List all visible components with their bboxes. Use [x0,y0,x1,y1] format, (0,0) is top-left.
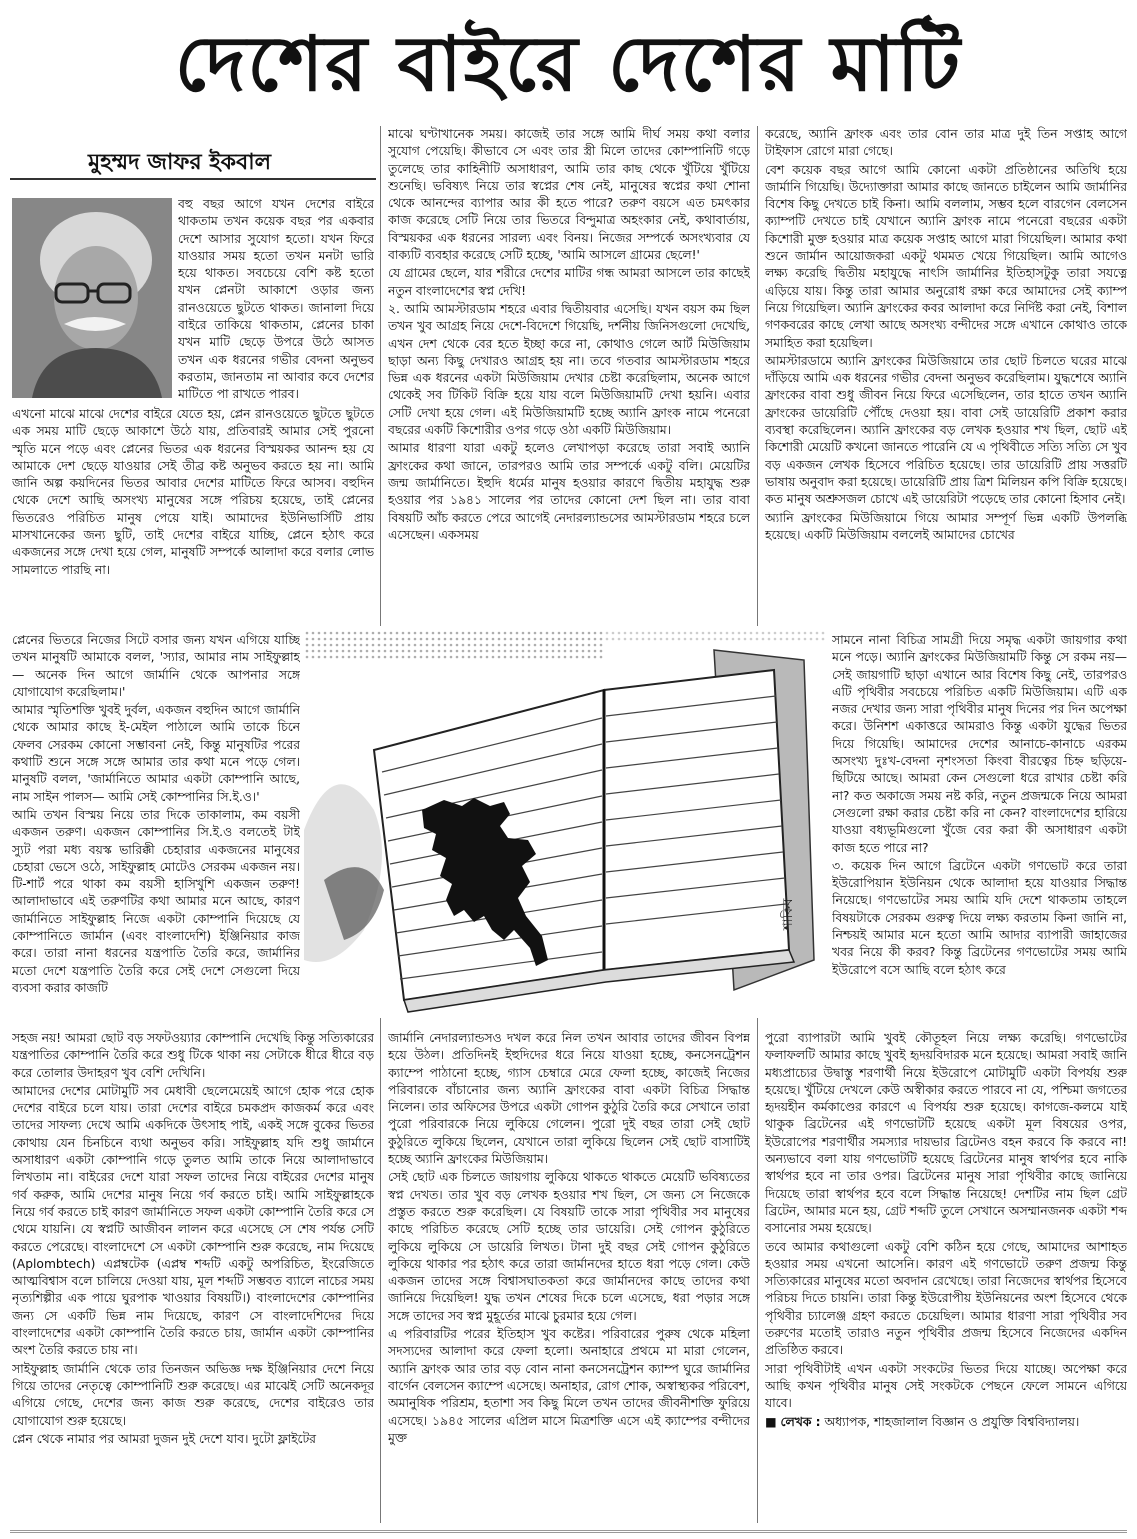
column-2-lower [388,1030,750,1526]
paragraph: প্লেন থেকে নামার পর আমরা দুজন দুই দেশে যাব। দুটো ফ্লাইটের [12,1431,316,1446]
paragraph: বেশ কয়েক বছর আগে আমি কোনো একটা প্রতিষ্ঠানের অতিথি হয়ে জার্মানি গিয়েছি। উদ্যোক্তারা আমার কাছে জানতে চাইলেন আমি জার্মানির বিশেষ কিছু দেখতে চাই কিনা। আমি বললাম, সম্ভব হলে বারগেন বেলসেন ক্যাম্পটি দেখতে চাই যেখানে অ্যানি ফ্রাংক নামে পনেরো বছরের একটা কিশোরী মুক্ত হওয়ার মাত্র কয়েক সপ্তাহ আগে মারা গিয়েছিল। আমার কথা শুনে জার্মান আয়োজকরা একটু থমমত খেয়ে গিয়েছিল। আমি আগেও লক্ষ্য করেছি দ্বিতীয় মহাযুদ্ধে নাৎসি জার্মানির ইতিহাসটুকু তারা সযত্নে এড়িয়ে যায়। কিন্তু তারা আমার অনুরোধ রক্ষা করে আমাদের সেই ক্যাম্প নিয়ে গিয়েছিল। অ্যানি ফ্রাংকের কবর আলাদা করে নির্দিষ্ট করা নেই, বিশাল গণকবরের কাছে লেখা আছে অসংখ্য বন্দীদের সঙ্গে এখানে কোথাও তাকে সমাহিত করা হয়েছিল। [765,162,1127,350]
author-photo [12,198,172,398]
byline: মুহম্মদ জাফর ইকবাল [88,149,272,175]
paragraph: সারা পৃথিবীটাই এখন একটা সংকটের ভিতর দিয়ে যাচ্ছে। অপেক্ষা করে আছি কখন পৃথিবীর মানুষ সেই সংকটকে পেছনে ফেলে সামনে এগিয়ে যাবে। [765,1361,1127,1411]
paragraph: সামনে নানা বিচিত্র সামগ্রী দিয়ে সমৃদ্ধ একটা জায়গার কথা মনে পড়ে। অ্যানি ফ্রাংকের মিউজিয়ামটি কিন্তু সে রকম নয়— সেই জায়গাটি ছাড়া এখানে আর বিশেষ কিছু নেই, তারপরও এটি পৃথিবীর সবচেয়ে পরিচিত একটি মিউজিয়াম। এটি এক নজর দেখার জন্য সারা পৃথিবীর মানুষ দিনের পর দিন অপেক্ষা করে। উনিশশ একাত্তরে আমরাও কিন্তু একটা যুদ্ধের ভিতর দিয়ে গিয়েছি। আমাদের দেশের আনাচে-কানাচে এরকম অসংখ্য দুঃখ-বেদনা নৃশংসতা কিংবা বীরত্বের চিহ্ন ছড়িয়ে-ছিটিয়ে আছে। আমরা কেন সেগুলো ধরে রাখার চেষ্টা করি না? কত অকাজে সময় নষ্ট করি, নতুন প্রজন্মকে নিয়ে আমরা সেগুলো রক্ষা করার চেষ্টা করি না কেন? বাংলাদেশের হারিয়ে যাওয়া বধ্যভূমিগুলো খুঁজে বের করা কী অসাধারণ একটা কাজ হতে পারে না? [832,633,1127,855]
column-divider [757,126,758,626]
paragraph: মাঝে ঘণ্টাখানেক সময়। কাজেই তার সঙ্গে আমি দীর্ঘ সময় কথা বলার সুযোগ পেয়েছি। কীভাবে সে এবং তার স্ত্রী মিলে তাদের কোম্পানিটি গড়ে তুলেছে তার কাহিনীটি অসাধারণ, আমি তার কাছ থেকে খুঁটিয়ে খুঁটিয়ে শুনেছি। ভবিষ্যৎ নিয়ে তার স্বপ্নের শেষ নেই, মানুষের স্বপ্নের কথা শোনা থেকে আনন্দের ব্যাপার আর কী হতে পারে? তরুণ বয়সে এত চমৎকার কাজ করেছে সেটি নিয়ে তার ভিতরে বিন্দুমাত্র অহংকার নেই, কথাবার্তায়, বিস্ময়কর এক ধরনের সারল্য এবং বিনয়। নিজের সম্পর্কে অসংখ্যবার যে বাক্যটি ব্যবহার করেছে সেটি হচ্ছে, 'আমি আসলে গ্রামের ছেলে!' [388,127,750,263]
column-divider [380,1018,381,1523]
author-note-label: লেখক : [780,1414,821,1429]
column-3-lower [765,1030,1127,1526]
paragraph: আমস্টারডামে অ্যানি ফ্রাংকের মিউজিয়ামে তার ছোট চিলতে ঘরের মাঝে দাঁড়িয়ে আমি এক ধরনের গভীর বেদনা অনুভব করেছিলাম। যুদ্ধশেষে অ্যানি ফ্রাংকের বাবা শুধু জীবন নিয়ে ফিরে এসেছিলেন, তার হাতে তখন অ্যানি ফ্রাংকের ডায়েরিটি পৌঁছে দেওয়া হয়। বাবা সেই ডায়েরিটি প্রকাশ করার ব্যবস্থা করেছিলেন। অ্যানি ফ্রাংকের বড় লেখক হওয়ার শখ ছিল, ছোট এই কিশোরী মেয়েটি কখনো জানতে পারেনি যে এ পৃথিবীতে সত্যি সত্যি সে খুব বড় একজন লেখক হিসেবে পরিচিত হয়েছে। তার ডায়েরিটি প্রায় সত্তরটি ভাষায় অনুবাদ করা হয়েছে। ডায়েরিটি প্রায় ত্রিশ মিলিয়ন কপি বিক্রি হয়েছে। কত মানুষ অশ্রুসজল চোখে এই ডায়েরিটা পড়েছে তার কোনো হিসাব নেই। [765,353,1127,507]
author-note [765,1414,1127,1431]
paragraph: তবে আমার কথাগুলো একটু বেশি কঠিন হয়ে গেছে, আমাদের আশাহত হওয়ার সময় এখনো আসেনি। কারণ এই গণভোটে তরুণ প্রজন্ম কিন্তু সত্যিকারের মানুষের মতো অবদান রেখেছে। তারা নিজেদের স্বার্থপর হিসেবে পরিচয় দিতে চায়নি। তারা কিন্তু ইউরোপীয় ইউনিয়নের অংশ হিসেবে থেকে পৃথিবীর চ্যালেঞ্জ গ্রহণ করতে চেয়েছিল। আমার ধারণা সারা পৃথিবীর সব তরুণের মতোই তারাও নতুন পৃথিবীর প্রজন্ম হিসেবে নিজেদের একদিন প্রতিষ্ঠিত করবে। [765,1239,1127,1358]
author-note-marker: ■ [765,1414,777,1429]
paragraph: আমি তখন বিস্ময় নিয়ে তার দিকে তাকালাম, কম বয়সী একজন তরুণ। একজন কোম্পানির সি.ই.ও বলতেই টাই স্যুট পরা মধ্য বয়স্ক ভারিক্কী চেহারার একজনের মানুষের চেহারা ভেসে ওঠে, সাইফুল্লাহ মোটেও সেরকম একজন নয়। টি-শার্ট পরে থাকা কম বয়সী হাসিখুশি একজন তরুণ! আলাদাভাবে এই তরুণটির কথা আমার মনে আছে, কারণ জার্মানিতে সাইফুল্লাহ নিজে একটা কোম্পানি দিয়েছে যে কোম্পানিতে জার্মান (এবং বাংলাদেশি) ইঞ্জিনিয়ার কাজ করে। তারা নানা ধরনের যন্ত্রপাতি তৈরি করে, জার্মানির মতো দেশে যন্ত্রপাতি তৈরি করে সেই দেশে সেগুলো দিয়ে ব্যবসা করার কাজটি [12,807,300,995]
byline-rule [10,178,376,180]
paragraph: যে গ্রামের ছেলে, যার শরীরে দেশের মাটির গন্ধ আমরা আসলে তার কাছেই নতুন বাংলাদেশের স্বপ্ন দেখি! [388,266,750,298]
paragraph: আমার ধারণা যারা একটু হলেও লেখাপড়া করেছে তারা সবাই অ্যানি ফ্রাংকের কথা জানে, তারপরও আমি তার সম্পর্কে একটু বলি। মেয়েটির জন্ম জার্মানিতে। ইহুদি ধর্মের মানুষ হওয়ার কারণে দ্বিতীয় মহাযুদ্ধ শুরু হওয়ার পর ১৯৪১ সালের পর তাদের কোনো দেশ ছিল না। তার বাবা বিষয়টি আঁচ করতে পেরে আগেই নেদারল্যান্ডসের আমস্টারডাম শহরে চলে এসেছেন। একসময় [388,441,750,542]
notebook-illustration [304,630,826,1014]
paragraph: আমাদের দেশের মোটামুটি সব মেধাবী ছেলেমেয়েই আগে হোক পরে হোক দেশের বাইরে চলে যায়। তারা দেশের বাইরে চমকপ্রদ কাজকর্ম করে এবং তাদের সাফল্য দেখে আমি একদিকে উৎসাহ পাই, একই সঙ্গে বুকের ভিতর কোথায় যেন চিনচিনে ব্যথা অনুভব করি। সাইফুল্লাহ যদি শুধু জার্মানে অসাধারণ একটা কোম্পানি গড়ে তুলত আমি তাকে নিয়ে আলাদাভাবে লিখতাম না। বাইরের দেশে যারা সফল তাদের নিয়ে বাইরের দেশের মানুষ গর্ব করুক, আমি দেশের মানুষ নিয়ে গর্ব করতে চাই। আমি সাইফুল্লাহকে নিয়ে গর্ব করতে চাই কারণ জার্মানিতে সফল একটা কোম্পানি তৈরি করে সে থেমে যায়নি। যে স্বপ্নটি আজীবন লালন করে এসেছে সে শেষ পর্যন্ত সেটি করতে পেরেছে। বাংলাদেশে সে একটা কোম্পানি শুরু করেছে, নাম দিয়েছে (Aplombtech) এপ্লম্বটেক (এপ্লম্ব শব্দটি একটু অপরিচিত, ইংরেজিতে আত্মবিশ্বাস বলে চালিয়ে দেওয়া যায়, মূল শব্দটি সম্ভবত ব্যালে নাচের সময় নৃত্যশিল্পীর এক পায়ে ঘুরপাক খাওয়ার বিষয়টি।) বাংলাদেশের কোম্পানির জন্য সে একটি ভিন্ন নাম দিয়েছে, কারণ সে বাংলাদেশিদের দিয়ে বাংলাদেশের একটা কোম্পানি তৈরি করতে চায়, জার্মান একটা কোম্পানির অংশ তৈরি করতে চায় না। [12,1083,374,1358]
paragraph: জার্মানি নেদারল্যান্ডসও দখল করে নিল তখন আবার তাদের জীবন বিপন্ন হয়ে উঠল। প্রতিদিনই ইহুদিদের ধরে নিয়ে যাওয়া হচ্ছে, কনসেনট্রেশন ক্যাম্পে পাঠানো হচ্ছে, গ্যাস চেম্বারে মেরে ফেলা হচ্ছে, কাজেই নিজের পরিবারকে বাঁচানোর জন্য অ্যানি ফ্রাংকের বাবা একটা বিচিত্র সিদ্ধান্ত নিলেন। তার অফিসের উপরে একটা গোপন কুঠুরি তৈরি করে সেখানে তারা পুরো পরিবারকে নিয়ে লুকিয়ে গেলেন। পুরো দুই বছর তারা সেই ছোট কুঠুরিতে লুকিয়ে ছিলেন, যেখানে তারা লুকিয়ে ছিলেন সেই ছোট বাসাটিই হচ্ছে অ্যানি ফ্রাংকের মিউজিয়াম। [388,1031,750,1167]
paragraph: সহজ নয়! আমরা ছোট বড় সফটওয়্যার কোম্পানি দেখেছি কিন্তু সত্যিকারের যন্ত্রপাতির কোম্পানি তৈরি করে শুধু টিকে থাকা নয় সেটাকে ধীরে ধীরে বড় করে তোলার উদাহরণ খুব বেশি দেখিনি। [12,1031,374,1080]
column-divider [380,126,381,626]
column-1-wrap [12,632,300,1028]
paragraph: ৩. কয়েক দিন আগে ব্রিটেনে একটা গণভোট করে তারা ইউরোপিয়ান ইউনিয়ন থেকে আলাদা হয়ে যাওয়ার সিদ্ধান্ত নিয়েছে। গণভোটের সময় আমি যদি দেশে থাকতাম তাহলে বিষয়টাকে সেরকম গুরুত্ব দিয়ে লক্ষ্য করতাম কিনা জানি না, নিশ্চয়ই আমার মনে হতো আমি আদার ব্যাপারী জাহাজের খবর নিয়ে কী করব? কিন্তু ব্রিটেনের গণভোটের সময় আমি ইউরোপে বসে আছি বলে হঠাৎ করে [832,858,1127,977]
column-3-upper [765,126,1127,630]
column-1-body [12,406,374,630]
paragraph: এ পরিবারটির পরের ইতিহাস খুব কষ্টের। পরিবারের পুরুষ থেকে মহিলা সদস্যদের আলাদা করে ফেলা হলো। অনাহারে প্রথমে মা মারা গেলেন, অ্যানি ফ্রাংক আর তার বড় বোন নানা কনসেনট্রেশন ক্যাম্প ঘুরে জার্মানির বার্গেন বেলসেন ক্যাম্পে এসেছে। অনাহার, রোগ শোক, অস্বাস্থ্যকর পরিবেশ, অমানুষিক পরিশ্রম, হতাশা সব কিছু মিলে তখন তাদের জীবনীশক্তি ফুরিয়ে এসেছে। ১৯৪৫ সালের এপ্রিল মাসে মিত্রশক্তি এসে এই ক্যাম্পের বন্দীদের মুক্ত [388,1327,750,1445]
paragraph: এখনো মাঝে মাঝে দেশের বাইরে যেতে হয়, প্লেন রানওয়েতে ছুটতে ছুটতে এক সময় মাটি ছেড়ে আকাশে উঠে যায়, প্রতিবারই আমার সেই পুরনো স্মৃতি মনে পড়ে এবং প্লেনের ভিতর এক ধরনের বিস্ময়কর আনন্দ হয় যে আমাকে দেশ ছেড়ে যাওয়ার সেই তীব্র কষ্ট অনুভব করতে হয় না। আমি জানি অল্প কয়দিনের ভিতর আবার দেশের মাটিতে ফিরে আসব। বহুদিন থেকে দেশে আছি অসংখ্য মানুষের সঙ্গে পরিচয় হয়েছে, তাই প্লেনের ভিতরেও পরিচিত মানুষ পেয়ে যাই। আমাদের ইউনিভার্সিটি প্রায় মাসখানেকের জন্য ছুটি, তাই দেশের বাইরে যাচ্ছি, প্লেনে হঠাৎ করে একজনের সঙ্গে দেখা হয়ে গেল, মানুষটি সম্পর্কে আলাদা করে বলার লোভ সামলাতে পারছি না। [12,407,374,577]
author-note-text: অধ্যাপক, শাহজালাল বিজ্ঞান ও প্রযুক্তি বিশ্ববিদ্যালয়। [824,1414,1080,1429]
column-3-wrap [832,632,1127,1030]
paragraph: আমার স্মৃতিশক্তি খুবই দুর্বল, একজন বহুদিন আগে জার্মানি থেকে আমার কাছে ই-মেইল পাঠালে আমি তাকে চিনে ফেলব সেরকম কোনো সম্ভাবনা নেই, কিন্তু মানুষটির পরের কথাটি শুনে সঙ্গে সঙ্গে আমার তার কথা মনে পড়ে গেল। মানুষটি বলল, 'জার্মানিতে আমার একটা কোম্পানি আছে, নাম সাইন পালস— আমি সেই কোম্পানির সি.ই.ও।' [12,703,300,804]
paragraph: বহু বছর আগে যখন দেশের বাইরে থাকতাম তখন কয়েক বছর পর একবার দেশে আসার সুযোগ হতো। যখন ফিরে যাওয়ার সময় হতো তখন মনটা ভারি হয়ে থাকত। সবচেয়ে বেশি কষ্ট হতো যখন প্লেনটা আকাশে ওড়ার জন্য রানওয়েতে ছুটতে থাকত। জানালা দিয়ে বাইরে তাকিয়ে থাকতাম, প্লেনের চাকা যখন মাটি ছেড়ে উপরে উঠে আসত তখন এক ধরনের গভীর বেদনা অনুভব করতাম, জানতাম না আবার কবে দেশের মাটিতে পা রাখতে পারব। [178,197,374,402]
column-1-lower [12,1030,374,1526]
page-bottom-border [10,1530,1127,1533]
notebook-right-page [604,670,789,970]
paragraph: করেছে, অ্যানি ফ্রাংক এবং তার বোন তার মাত্র দুই তিন সপ্তাহ আগে টাইফাস রোগে মারা গেছে। [765,127,1127,159]
headline: দেশের বাইরে দেশের মাটি [174,19,963,108]
column-1-intro [178,196,374,406]
column-divider [757,1018,758,1523]
paragraph: সাইফুল্লাহ জার্মানি থেকে তার তিনজন অভিজ্ঞ দক্ষ ইঞ্জিনিয়ার দেশে নিয়ে গিয়ে তাদের নেতৃত্বে কোম্পানিটি শুরু করেছে। এর মাঝেই সেটি অনেকদূর এগিয়ে গেছে, দেশের জন্য কাজ শুরু করেছে, দেশের বাইরেও তার যোগাযোগ শুরু হয়েছে। [12,1361,374,1428]
paragraph: প্লেনের ভিতরে নিজের সিটে বসার জন্য যখন এগিয়ে যাচ্ছি তখন মানুষটি আমাকে বলল, 'স্যার, আমার নাম সাইফুল্লাহ— অনেক দিন আগে জার্মানি থেকে আপনার সঙ্গে যোগাযোগ করেছিলাম।' [12,633,300,699]
paragraph: অ্যানি ফ্রাংকের মিউজিয়ামে গিয়ে আমার সম্পূর্ণ ভিন্ন একটি উপলব্ধি হয়েছে। একটি মিউজিয়াম বললেই আমাদের চোখের [765,510,1127,542]
illustration-signature: শাকিব [781,898,796,930]
paragraph: পুরো ব্যাপারটা আমি খুবই কৌতূহল নিয়ে লক্ষ্য করেছি। গণভোটের ফলাফলটি আমার কাছে খুবই হৃদয়বিদারক মনে হয়েছে। আমরা সবাই জানি মধ্যপ্রাচ্যের উদ্বাস্তু শরণার্থী নিয়ে ইউরোপে মোটামুটি একটা বিপর্যয় শুরু হয়েছে। খুঁটিয়ে দেখলে কেউ অস্বীকার করতে পারবে না যে, পশ্চিমা জগতের হৃদয়হীন কর্মকাণ্ডের কারণে এ বিপর্যয় শুরু হয়েছে। কাগজে-কলমে যাই থাকুক ব্রিটেনের এই গণভোটটি হয়েছে একটা মূল বিষয়ের ওপর, ইউরোপের শরণার্থীর সমস্যার দায়ভার ব্রিটেনও বহন করবে কি করবে না! অন্যভাবে বলা যায় গণভোটটি হয়েছে ব্রিটেনের মানুষ স্বার্থপর হবে নাকি স্বার্থপর হবে না তার ওপর। ব্রিটেনের মানুষ সারা পৃথিবীর কাছে জানিয়ে দিয়েছে তারা স্বার্থপর হবে বলে সিদ্ধান্ত নিয়েছে! দেশটির নাম ছিল গ্রেট ব্রিটেন, আমার মনে হয়, গ্রেট শব্দটি তুলে সেখানে অসম্মানজনক একটা শব্দ বসানোর সময় হয়েছে। [765,1031,1127,1236]
paragraph: সেই ছোট এক চিলতে জায়গায় লুকিয়ে থাকতে থাকতে মেয়েটি ভবিষ্যতের স্বপ্ন দেখত। তার খুব বড় লেখক হওয়ার শখ ছিল, সে জন্য সে নিজেকে প্রস্তুত করতে শুরু করেছিল। যে বিষয়টি তাকে সারা পৃথিবীর সব মানুষের কাছে পরিচিত করেছে সেটি হচ্ছে তার ডায়েরি। সেই গোপন কুঠুরিতে লুকিয়ে লুকিয়ে সে ডায়েরি লিখত। টানা দুই বছর সেই গোপন কুঠুরিতে লুকিয়ে থাকার পর হঠাৎ করে তারা জার্মানদের হাতে ধরা পড়ে গেল। কেউ একজন তাদের সঙ্গে বিশ্বাসঘাতকতা করে জার্মানদের কাছে তাদের কথা জানিয়ে দিয়েছিল! যুদ্ধ তখন শেষের দিকে চলে এসেছে, ধরা পড়ার সঙ্গে সঙ্গে তাদের সব স্বপ্ন মুহূর্তের মাঝে চুরমার হয়ে গেল। [388,1170,750,1323]
paragraph: ২. আমি আমস্টারডাম শহরে এবার দ্বিতীয়বার এসেছি। যখন বয়স কম ছিল তখন খুব আগ্রহ নিয়ে দেশে-বিদেশে গিয়েছি, দর্শনীয় জিনিসগুলো দেখেছি, এখন দেশ থেকে বের হতে ইচ্ছা করে না, কোথাও গেলে আর্ট মিউজিয়াম ছাড়া অন্য কিছু দেখারও আগ্রহ হয় না। তবে গতবার আমস্টারডাম শহরে ভিন্ন এক ধরনের একটা মিউজিয়াম দেখার চেষ্টা করেছিলাম, অনেক আগে থেকেই সব টিকিট বিক্রি হয়ে যায় বলে মিউজিয়ামটি দেখা হয়নি। এবার সেটি দেখা হয়ে গেল। এই মিউজিয়ামটি হচ্ছে অ্যানি ফ্রাংক নামে পনেরো বছরের একটি কিশোরীর ওপর গড়ে ওঠা একটি মিউজিয়াম। [388,301,750,438]
column-2-upper [388,126,750,626]
